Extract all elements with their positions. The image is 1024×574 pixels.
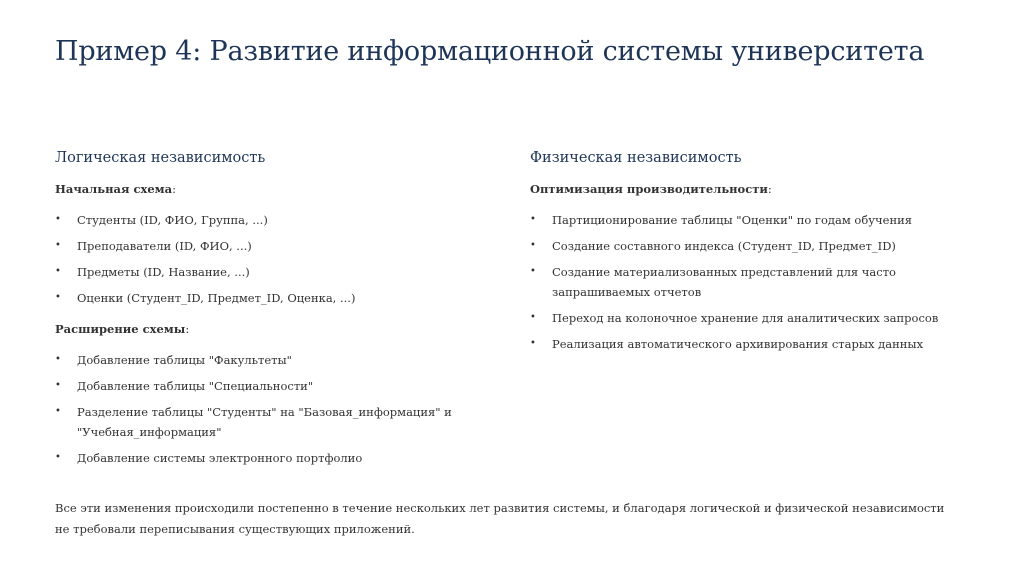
schema-extension-list xyxy=(55,350,485,468)
list-item: • Разделение таблицы "Студенты" на "Базовая_информация" и "Учебная_информация" xyxy=(55,402,485,442)
slide-title: Пример 4: Развитие информационной системы университета xyxy=(55,36,925,67)
initial-schema-list xyxy=(55,210,485,308)
list-item: • Предметы (ID, Название, ...) xyxy=(55,262,485,282)
list-item: • Преподаватели (ID, ФИО, ...) xyxy=(55,236,485,256)
initial-schema-heading: Начальная схема: xyxy=(55,182,176,196)
list-item: • Реализация автоматического архивирования старых данных xyxy=(530,334,970,354)
list-item: • Создание составного индекса (Студент_ID, Предмет_ID) xyxy=(530,236,970,256)
list-item: • Партиционирование таблицы "Оценки" по годам обучения xyxy=(530,210,970,230)
logical-independence-heading: Логическая независимость xyxy=(55,150,266,166)
list-item: • Переход на колоночное хранение для аналитических запросов xyxy=(530,308,970,328)
list-item: • Добавление системы электронного портфолио xyxy=(55,448,485,468)
list-item: • Добавление таблицы "Специальности" xyxy=(55,376,485,396)
logical-independence-column xyxy=(55,150,485,480)
physical-independence-column xyxy=(530,150,970,366)
performance-optimization-heading: Оптимизация производительности: xyxy=(530,182,772,196)
list-item: • Добавление таблицы "Факультеты" xyxy=(55,350,485,370)
list-item: • Создание материализованных представлений для часто запрашиваемых отчетов xyxy=(530,262,970,302)
summary-note: Все эти изменения происходили постепенно в течение нескольких лет развития системы, и благодаря логической и физической независимости не требовали переписывания существующих приложений. xyxy=(55,501,945,536)
schema-extension-heading: Расширение схемы: xyxy=(55,322,190,336)
physical-independence-heading: Физическая независимость xyxy=(530,150,742,166)
list-item: • Оценки (Студент_ID, Предмет_ID, Оценка, ...) xyxy=(55,288,485,308)
list-item: • Студенты (ID, ФИО, Группа, ...) xyxy=(55,210,485,230)
performance-optimization-list xyxy=(530,210,970,354)
